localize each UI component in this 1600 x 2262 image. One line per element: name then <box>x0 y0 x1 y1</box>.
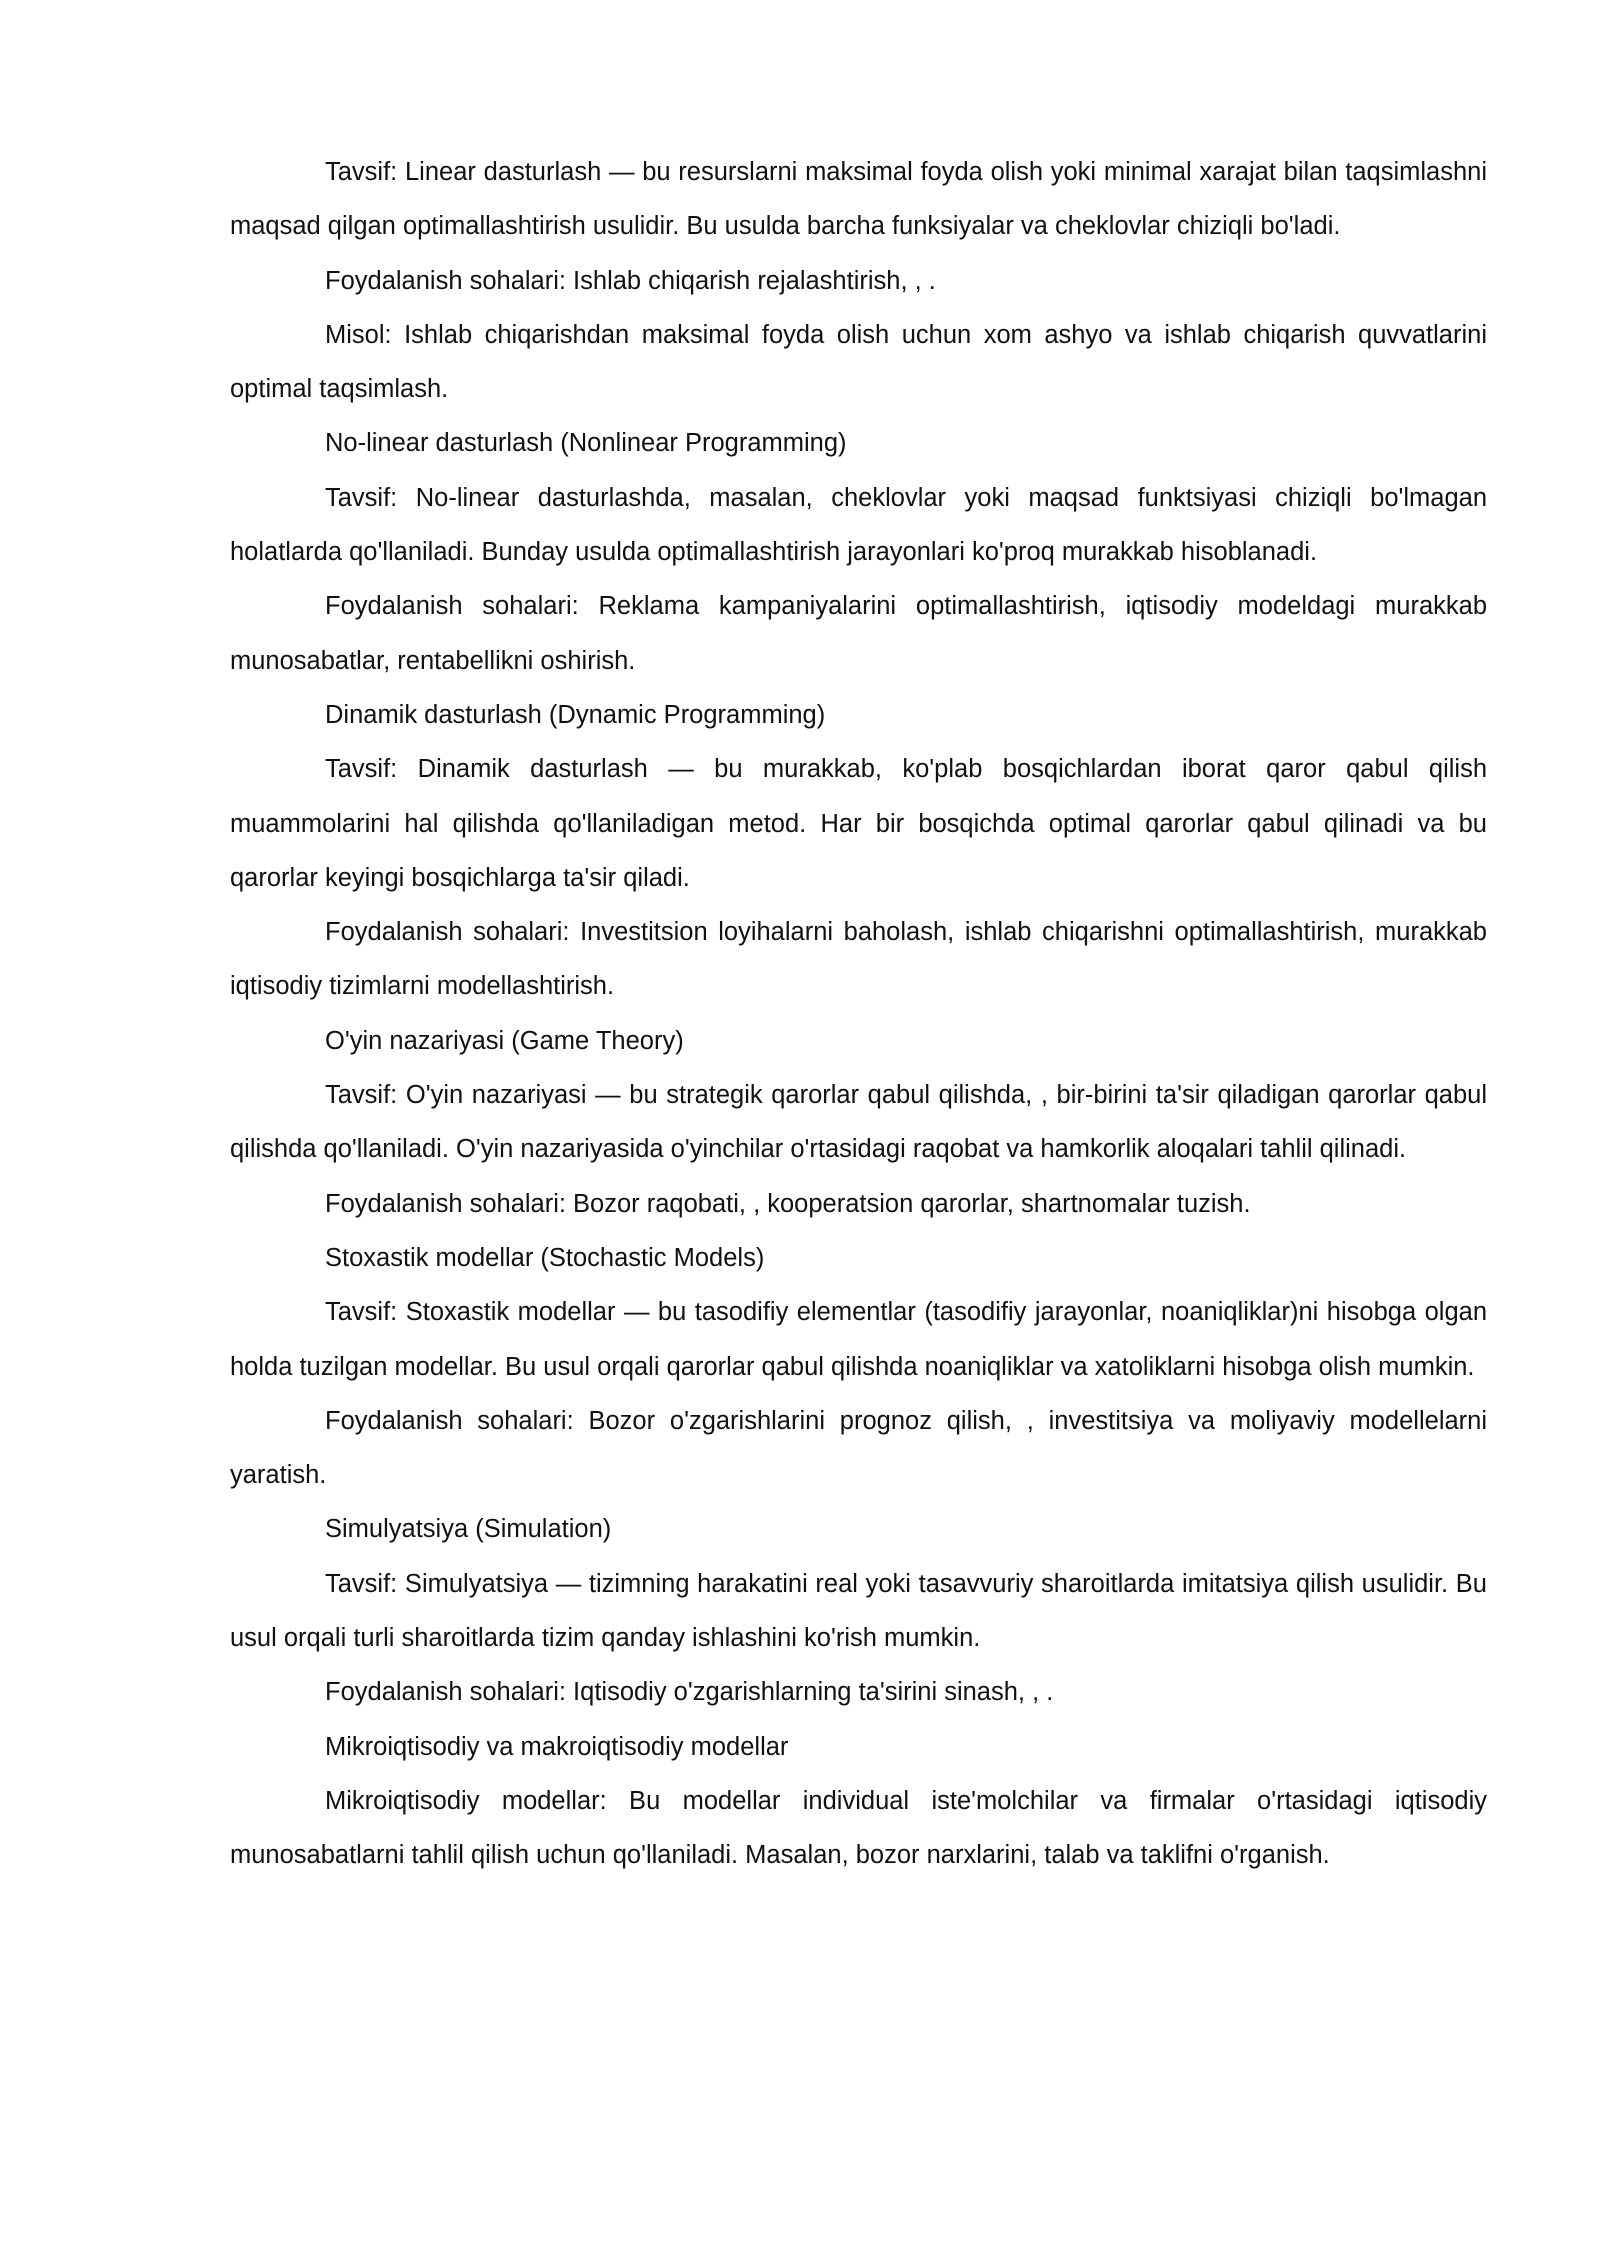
paragraph-dynamic-usage: Foydalanish sohalari: Investitsion loyihalarni baholash, ishlab chiqarishni optimallashtirish, murakkab iqtisodiy tizimlarni modellashtirish. <box>230 918 1487 1001</box>
paragraph-game-theory-description: Tavsif: O'yin nazariyasi — bu strategik qarorlar qabul qilishda, , bir-birini ta'sir qiladigan qarorlar qabul qilishda qo'llaniladi. O'yin nazariyasida o'yinchilar o'rtasidagi raqobat va hamkorlik aloqalari tahlil qilinadi. <box>230 1081 1487 1164</box>
paragraph-stochastic-description: Tavsif: Stoxastik modellar — bu tasodifiy elementlar (tasodifiy jarayonlar, noaniqliklar)ni hisobga olgan holda tuzilgan modellar. Bu usul orqali qarorlar qabul qilishda noaniqliklar va xatoliklarni hisobga olish mumkin. <box>230 1298 1487 1381</box>
paragraph-linear-description: Tavsif: Linear dasturlash — bu resurslarni maksimal foyda olish yoki minimal xarajat bilan taqsimlashni maqsad qilgan optimallashtirish usulidir. Bu usulda barcha funksiyalar va cheklovlar chiziqli bo'ladi. <box>230 158 1487 241</box>
paragraph-nonlinear-usage: Foydalanish sohalari: Reklama kampaniyalarini optimallashtirish, iqtisodiy modeldagi murakkab munosabatlar, rentabellikni oshirish. <box>230 592 1487 675</box>
heading-nonlinear-programming: No-linear dasturlash (Nonlinear Programming) <box>325 429 847 458</box>
heading-game-theory: O'yin nazariyasi (Game Theory) <box>325 1026 684 1055</box>
paragraph-simulation-usage: Foydalanish sohalari: Iqtisodiy o'zgarishlarning ta'sirini sinash, , . <box>325 1678 1054 1707</box>
paragraph-game-theory-usage: Foydalanish sohalari: Bozor raqobati, , kooperatsion qarorlar, shartnomalar tuzish. <box>325 1189 1251 1218</box>
paragraph-stochastic-usage: Foydalanish sohalari: Bozor o'zgarishlarini prognoz qilish, , investitsiya va moliyaviy modellelarni yaratish. <box>230 1406 1487 1490</box>
heading-micro-macro-models: Mikroiqtisodiy va makroiqtisodiy modellar <box>325 1732 789 1761</box>
paragraph-linear-example: Misol: Ishlab chiqarishdan maksimal foyda olish uchun xom ashyo va ishlab chiqarish quvvatlarini optimal taqsimlash. <box>230 320 1487 404</box>
paragraph-dynamic-description: Tavsif: Dinamik dasturlash — bu murakkab, ko'plab bosqichlardan iborat qaror qabul qilish muammolarini hal qilishda qo'llaniladigan metod. Har bir bosqichda optimal qarorlar qabul qilinadi va bu qarorlar keyingi bosqichlarga ta'sir qiladi. <box>230 755 1487 892</box>
heading-simulation: Simulyatsiya (Simulation) <box>325 1515 612 1544</box>
heading-dynamic-programming: Dinamik dasturlash (Dynamic Programming) <box>325 700 826 729</box>
paragraph-linear-usage: Foydalanish sohalari: Ishlab chiqarish rejalashtirish, , . <box>325 266 936 295</box>
heading-stochastic-models: Stoxastik modellar (Stochastic Models) <box>325 1243 765 1272</box>
paragraph-nonlinear-description: Tavsif: No-linear dasturlashda, masalan, cheklovlar yoki maqsad funktsiyasi chiziqli bo'lmagan holatlarda qo'llaniladi. Bunday usulda optimallashtirish jarayonlari ko'proq murakkab hisoblanadi. <box>230 483 1487 567</box>
paragraph-simulation-description: Tavsif: Simulyatsiya — tizimning harakatini real yoki tasavvuriy sharoitlarda imitatsiya qilish usulidir. Bu usul orqali turli sharoitlarda tizim qanday ishlashini ko'rish mumkin. <box>230 1569 1487 1653</box>
document-page <box>230 145 1487 1883</box>
paragraph-micro-models: Mikroiqtisodiy modellar: Bu modellar individual iste'molchilar va firmalar o'rtasidagi iqtisodiy munosabatlarni tahlil qilish uchun qo'llaniladi. Masalan, bozor narxlarini, talab va taklifni o'rganish. <box>230 1786 1487 1870</box>
